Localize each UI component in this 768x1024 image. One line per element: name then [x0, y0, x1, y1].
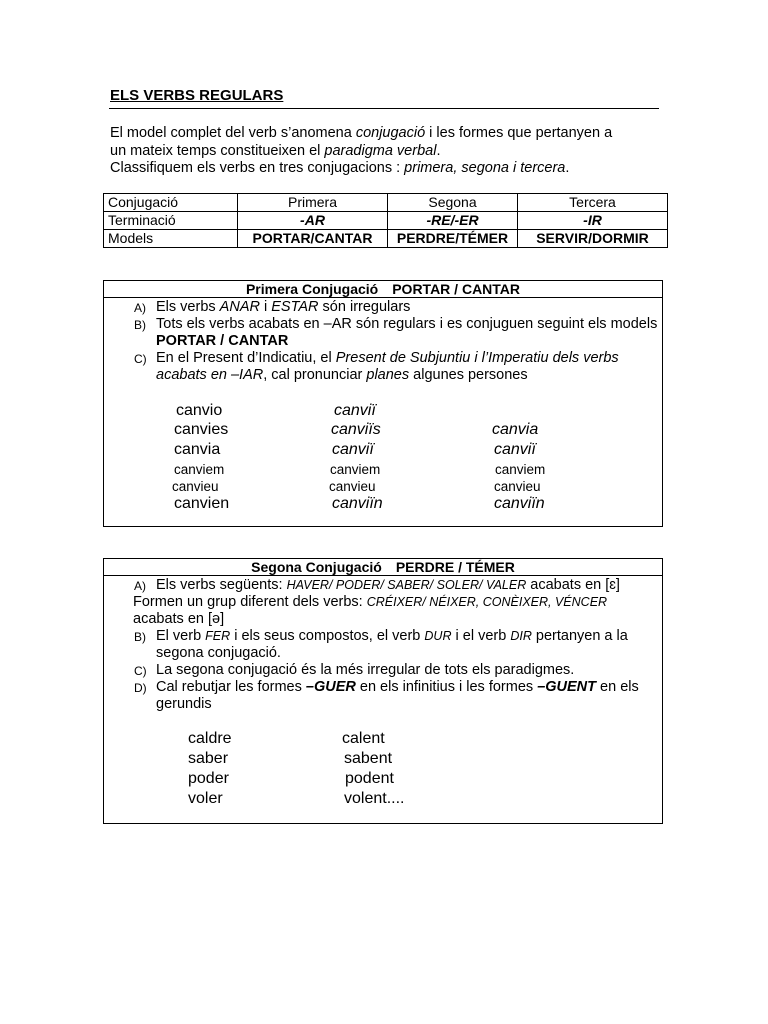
table-cell: Primera	[238, 194, 388, 212]
verb-form: canvieu	[494, 479, 541, 494]
table-cell: PORTAR/CANTAR	[238, 230, 388, 248]
verb-form: calent	[342, 730, 385, 747]
verb-form: volent....	[344, 790, 405, 807]
intro-line-2: un mateix temps constitueixen el paradigma verbal.	[110, 142, 441, 159]
table-row	[104, 212, 668, 230]
segona-conjugacio-box	[103, 558, 663, 824]
verb-form: canvieu	[329, 479, 376, 494]
verb-form: canviem	[330, 462, 381, 477]
list-item: B) El verb FER i els seus compostos, el verb DUR i el verb DIR pertanyen a la segona conjugació.	[134, 628, 628, 661]
title-underline-rule	[109, 108, 659, 109]
table-cell: Segona	[388, 194, 518, 212]
list-item: acabats en [ə]	[133, 611, 225, 627]
primera-conjugacio-box	[103, 280, 663, 527]
verb-form: canvia	[174, 441, 221, 458]
table-cell: PERDRE/TÉMER	[388, 230, 518, 248]
list-item: C) La segona conjugació és la més irregular de tots els paradigmes.	[134, 662, 575, 678]
table-cell: SERVIR/DORMIR	[518, 230, 668, 248]
verb-form: caldre	[188, 730, 232, 747]
list-item: D) Cal rebutjar les formes –GUER en els infinitius i les formes –GUENT en els gerundis	[134, 679, 639, 712]
table-cell: Tercera	[518, 194, 668, 212]
table-cell: -RE/-ER	[388, 212, 518, 230]
intro-line-3: Classifiquem els verbs en tres conjugacions : primera, segona i tercera.	[110, 160, 570, 176]
list-item: A) Els verbs ANAR i ESTAR són irregulars	[134, 299, 411, 315]
verb-form: voler	[188, 790, 223, 807]
verb-form: canviïs	[331, 421, 381, 438]
verb-form: podent	[345, 770, 394, 787]
verb-form: canvies	[174, 421, 229, 438]
verb-form: canviïn	[332, 495, 383, 512]
table-cell: -AR	[238, 212, 388, 230]
list-item: Formen un grup diferent dels verbs: CRÉIXER/ NÉIXER, CONÈIXER, VÉNCER	[133, 594, 608, 610]
list-item: C) En el Present d’Indicatiu, el Present de Subjuntiu i l’Imperatiu dels verbs acabats en –IAR, cal pronunciar planes algunes persones	[134, 350, 619, 383]
verb-form: canvien	[174, 495, 230, 512]
table-cell: Conjugació	[104, 194, 238, 212]
conjugation-table	[103, 193, 668, 248]
verb-form: sabent	[344, 750, 393, 767]
table-cell: Terminació	[104, 212, 238, 230]
segona-heading: Segona Conjugació PERDRE / TÉMER	[104, 559, 662, 576]
table-row	[104, 230, 668, 248]
verb-form: canviem	[174, 462, 225, 477]
verb-form: canviïn	[494, 495, 545, 512]
table-cell: Models	[104, 230, 238, 248]
primera-heading: Primera Conjugació PORTAR / CANTAR	[104, 281, 662, 298]
verb-form: poder	[188, 770, 229, 787]
list-item: B) Tots els verbs acabats en –AR són regulars i es conjuguen seguint els models PORTAR / CANTAR	[134, 316, 658, 349]
list-item: A) Els verbs següents: HAVER/ PODER/ SABER/ SOLER/ VALER acabats en [ɛ]	[134, 577, 620, 593]
intro-paragraph	[110, 125, 670, 178]
verb-form: canviï	[332, 441, 374, 458]
table-cell: -IR	[518, 212, 668, 230]
verb-form: saber	[188, 750, 229, 767]
page-title: ELS VERBS REGULARS	[110, 87, 284, 104]
verb-form: canvio	[176, 402, 223, 419]
verb-form: canviï	[494, 441, 536, 458]
table-row	[104, 194, 668, 212]
verb-form: canviem	[495, 462, 546, 477]
verb-form: canvieu	[172, 479, 219, 494]
intro-line-1: El model complet del verb s’anomena conjugació i les formes que pertanyen a	[110, 125, 613, 141]
verb-form: canviï	[334, 402, 376, 419]
verb-form: canvia	[492, 421, 539, 438]
